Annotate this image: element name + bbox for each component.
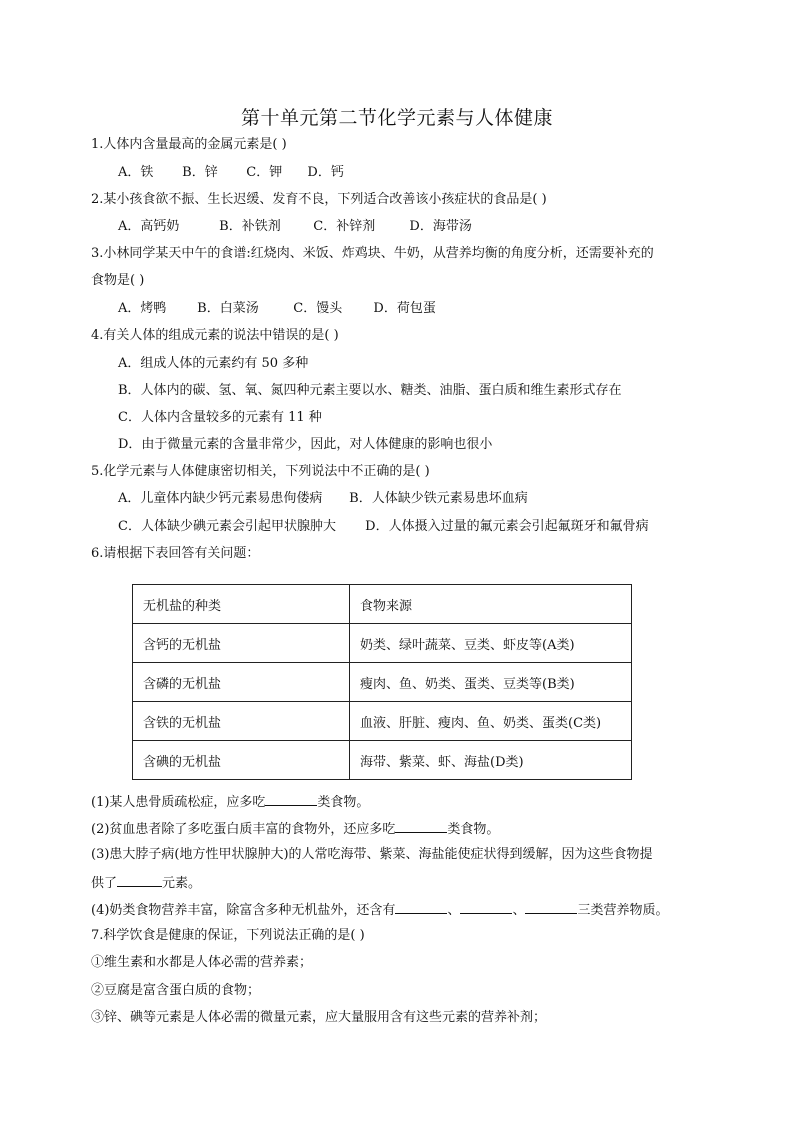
option-d: D．钙 xyxy=(307,165,344,180)
question-5-stem: 5.化学元素与人体健康密切相关，下列说法中不正确的是( ) xyxy=(91,464,430,479)
sub-question-text: (4)奶类食物营养丰富，除富含多种无机盐外，还含有 xyxy=(91,903,396,918)
question-7-item-2: ②豆腐是富含蛋白质的食物； xyxy=(91,983,261,998)
table-header: 食物来源 xyxy=(350,585,632,624)
table-header-row xyxy=(133,585,632,624)
option-a: A．高钙奶 xyxy=(118,219,180,234)
sub-question-text: (1)某人患骨质疏松症，应多吃 xyxy=(91,795,266,810)
option-a: A．铁 xyxy=(118,165,154,180)
sub-question-text: (2)贫血患者除了多吃蛋白质丰富的食物外，还应多吃 xyxy=(91,822,396,837)
option-a: A．儿童体内缺少钙元素易患佝偻病 xyxy=(118,491,323,506)
option-c: C．补锌剂 xyxy=(313,219,376,234)
table-cell: 瘦肉、鱼、奶类、蛋类、豆类等(B类) xyxy=(350,663,632,702)
option-d: D．荷包蛋 xyxy=(373,301,436,316)
question-3-stem-line-2: 食物是( ) xyxy=(91,273,145,288)
question-1-options xyxy=(118,165,344,181)
answer-blank[interactable] xyxy=(395,820,447,833)
sub-question-text: 元素。 xyxy=(162,876,202,891)
sub-question-text: 类食物。 xyxy=(447,822,500,837)
question-7-item-1: ①维生素和水都是人体必需的营养素； xyxy=(91,955,313,970)
table-cell: 含碘的无机盐 xyxy=(133,741,350,780)
option-c: C．钾 xyxy=(246,165,283,180)
question-2-stem: 2.某小孩食欲不振、生长迟缓、发育不良，下列适合改善该小孩症状的食品是( ) xyxy=(91,192,547,207)
table-cell: 含铁的无机盐 xyxy=(133,702,350,741)
answer-blank[interactable] xyxy=(265,793,317,806)
question-6-sub-3-line-1: (3)患大脖子病(地方性甲状腺肿大)的人常吃海带、紫菜、海盐能使症状得到缓解，因为这些食物提 xyxy=(91,847,653,862)
option-c: C．人体缺少碘元素会引起甲状腺肿大 xyxy=(118,519,336,534)
question-4-option-b: B．人体内的碳、氢、氧、氮四种元素主要以水、糖类、油脂、蛋白质和维生素形式存在 xyxy=(118,383,622,398)
separator: 、 xyxy=(447,903,461,918)
mineral-salt-table xyxy=(132,584,632,780)
table-row xyxy=(133,624,632,663)
sub-question-text: 供了 xyxy=(91,876,118,891)
question-3-options xyxy=(118,301,436,317)
option-d: D．人体摄入过量的氟元素会引起氟斑牙和氟骨病 xyxy=(365,519,649,534)
table-cell: 含钙的无机盐 xyxy=(133,624,350,663)
question-6-sub-4 xyxy=(91,901,668,919)
table-cell: 血液、肝脏、瘦肉、鱼、奶类、蛋类(C类) xyxy=(350,702,632,741)
question-5-options-row-1 xyxy=(118,491,528,507)
question-6-sub-3-line-2 xyxy=(91,874,201,892)
separator: 、 xyxy=(512,903,526,918)
table-cell: 含磷的无机盐 xyxy=(133,663,350,702)
table-cell: 奶类、绿叶蔬菜、豆类、虾皮等(A类) xyxy=(350,624,632,663)
sub-question-text: 三类营养物质。 xyxy=(577,903,669,918)
question-5-options-row-2 xyxy=(118,519,649,535)
option-b: B．补铁剂 xyxy=(219,219,281,234)
answer-blank[interactable] xyxy=(460,901,512,914)
question-4-option-a: A．组成人体的元素约有 50 多种 xyxy=(118,356,309,371)
answer-blank[interactable] xyxy=(395,901,447,914)
option-b: B．白菜汤 xyxy=(197,301,259,316)
question-1-stem: 1.人体内含量最高的金属元素是( ) xyxy=(91,137,287,152)
option-b: B．锌 xyxy=(182,165,218,180)
table-cell: 海带、紫菜、虾、海盐(D类) xyxy=(350,741,632,780)
question-6-stem: 6.请根据下表回答有关问题： xyxy=(91,546,260,561)
option-b: B．人体缺少铁元素易患坏血病 xyxy=(349,491,528,506)
option-a: A．烤鸭 xyxy=(118,301,167,316)
option-c: C．馒头 xyxy=(293,301,343,316)
answer-blank[interactable] xyxy=(525,901,577,914)
question-2-options xyxy=(118,219,472,235)
table-row xyxy=(133,663,632,702)
table-row xyxy=(133,702,632,741)
answer-blank[interactable] xyxy=(117,874,162,887)
question-4-option-c: C．人体内含量较多的元素有 11 种 xyxy=(118,410,322,425)
question-7-item-3: ③锌、碘等元素是人体必需的微量元素，应大量服用含有这些元素的营养补剂； xyxy=(91,1010,547,1025)
question-7-stem: 7.科学饮食是健康的保证，下列说法正确的是( ) xyxy=(91,928,365,943)
question-6-sub-1 xyxy=(91,793,369,811)
question-4-option-d: D．由于微量元素的含量非常少，因此，对人体健康的影响也很小 xyxy=(118,437,493,452)
question-3-stem-line-1: 3.小林同学某天中午的食谱:红烧肉、米饭、炸鸡块、牛奶，从营养均衡的角度分析，还需要补充的 xyxy=(91,246,654,261)
question-6-sub-2 xyxy=(91,820,499,838)
question-4-stem: 4.有关人体的组成元素的说法中错误的是( ) xyxy=(91,328,339,343)
page-title: 第十单元第二节化学元素与人体健康 xyxy=(240,107,553,129)
table-row xyxy=(133,741,632,780)
table-header: 无机盐的种类 xyxy=(133,585,350,624)
sub-question-text: 类食物。 xyxy=(317,795,370,810)
option-d: D．海带汤 xyxy=(409,219,472,234)
